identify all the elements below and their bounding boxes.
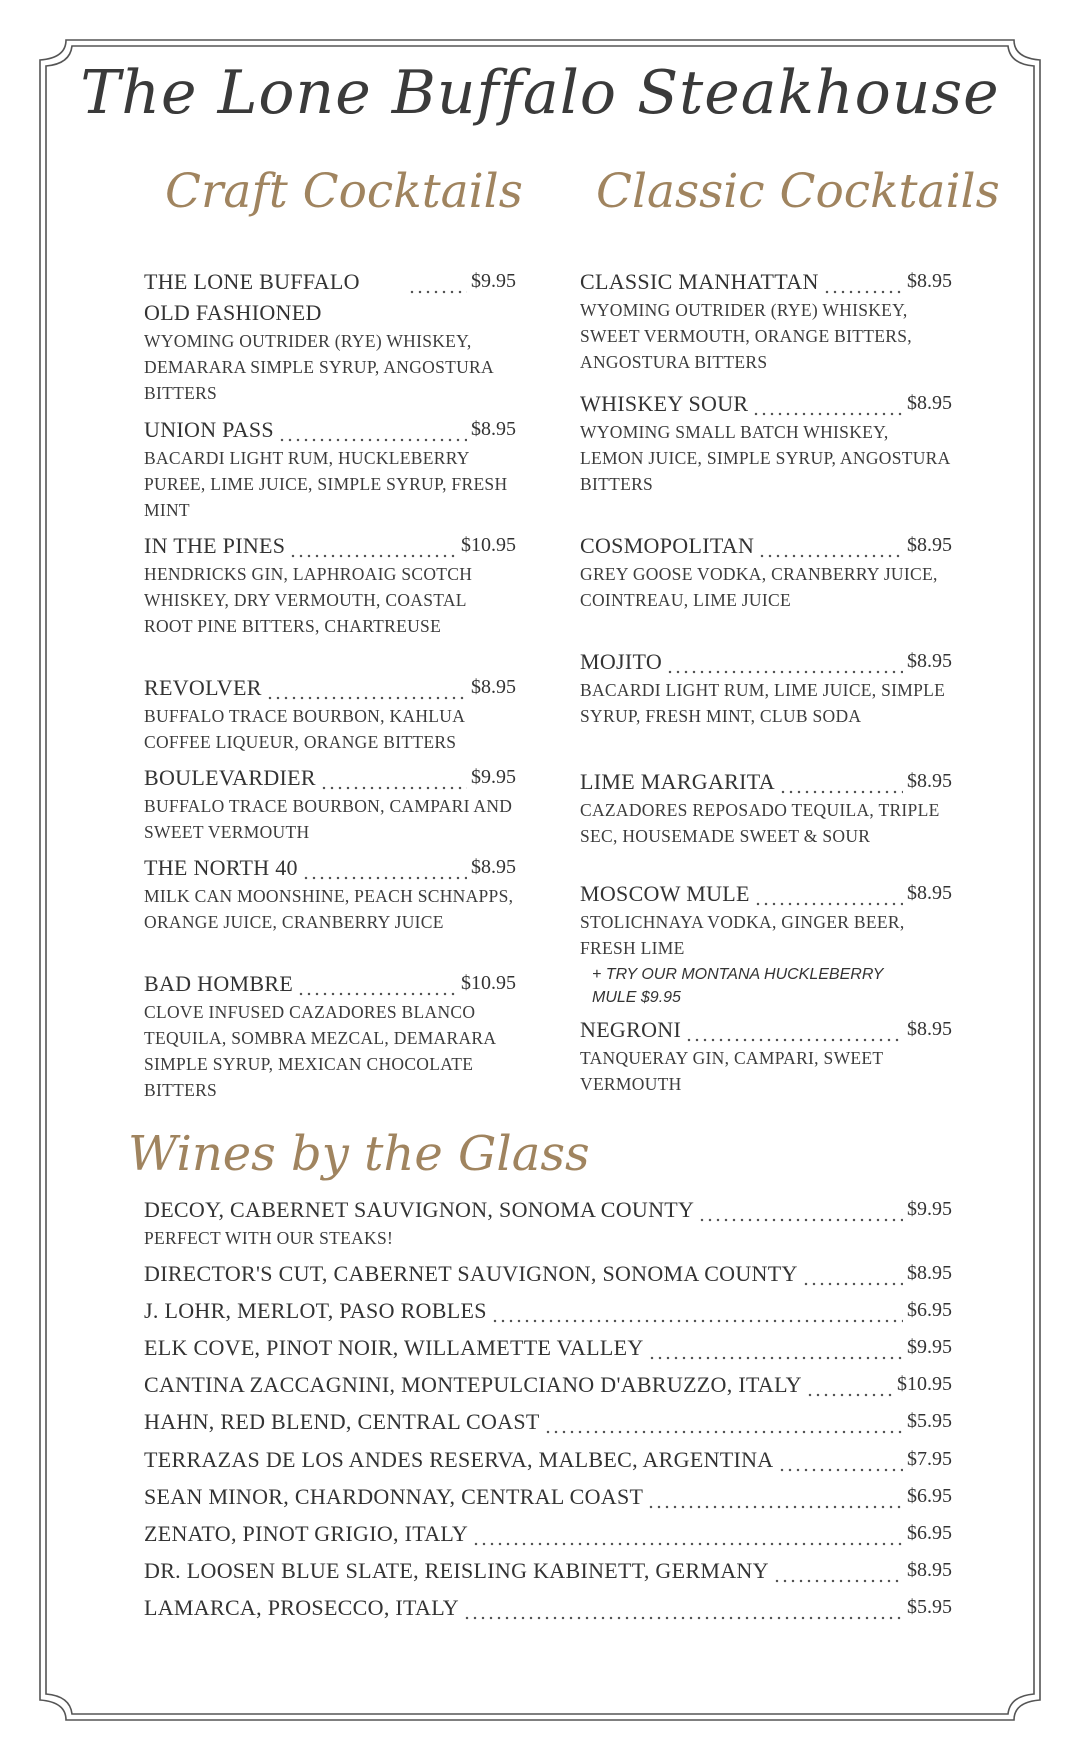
classic-cocktails-heading: Classic Cocktails [596, 164, 1000, 219]
list-item [580, 530, 952, 613]
item-name: NEGRONI [580, 1017, 682, 1042]
item-price: $9.95 [471, 766, 516, 788]
dot-leader [802, 1266, 903, 1286]
list-item [144, 1295, 952, 1326]
item-name: LIME MARGARITA [580, 769, 775, 794]
item-price: $5.95 [907, 1596, 952, 1618]
list-item [580, 766, 952, 849]
list-item [580, 646, 952, 729]
list-item [144, 762, 516, 845]
item-price: $8.95 [907, 882, 952, 904]
dot-leader [472, 1526, 903, 1546]
dot-leader [806, 1377, 893, 1397]
item-name: DIRECTOR'S CUT, CABERNET SAUVIGNON, SONOMA COUNTY [144, 1261, 798, 1286]
dot-leader [698, 1202, 903, 1222]
item-name: IN THE PINES [144, 533, 286, 558]
item-description: WYOMING OUTRIDER (RYE) WHISKEY, DEMARARA SIMPLE SYRUP, ANGOSTURA BITTERS [144, 331, 493, 403]
item-name: REVOLVER [144, 675, 262, 700]
item-price: $8.95 [907, 650, 952, 672]
list-item [144, 1258, 952, 1289]
item-name: CLASSIC MANHATTAN [580, 269, 819, 294]
dot-leader [758, 538, 903, 558]
item-description: BACARDI LIGHT RUM, HUCKLEBERRY PUREE, LIME JUICE, SIMPLE SYRUP, FRESH MINT [144, 448, 508, 520]
list-item [144, 414, 516, 523]
dot-leader [544, 1414, 903, 1434]
item-price: $8.95 [471, 676, 516, 698]
dot-leader [666, 654, 903, 674]
list-item [144, 1406, 952, 1437]
item-price: $10.95 [461, 972, 516, 994]
item-price: $9.95 [907, 1198, 952, 1220]
dot-leader [779, 774, 903, 794]
list-item [144, 672, 516, 755]
item-name: DR. LOOSEN BLUE SLATE, REISLING KABINETT, GERMANY [144, 1558, 769, 1583]
item-description: HENDRICKS GIN, LAPHROAIG SCOTCH WHISKEY, DRY VERMOUTH, COASTAL ROOT PINE BITTERS, CHARTREUSE [144, 564, 473, 636]
list-item [580, 878, 952, 1009]
dot-leader [823, 274, 903, 294]
list-item [144, 1592, 952, 1623]
item-name: THE NORTH 40 [144, 855, 298, 880]
item-price: $8.95 [907, 1559, 952, 1581]
item-price: $9.95 [471, 270, 516, 292]
item-name: HAHN, RED BLEND, CENTRAL COAST [144, 1409, 540, 1434]
item-description: GREY GOOSE VODKA, CRANBERRY JUICE, COINTREAU, LIME JUICE [580, 564, 938, 610]
item-price: $8.95 [907, 770, 952, 792]
item-description: CLOVE INFUSED CAZADORES BLANCO TEQUILA, SOMBRA MEZCAL, DEMARARA SIMPLE SYRUP, MEXICAN CHOCOLATE BITTERS [144, 1002, 496, 1100]
dot-leader [685, 1022, 903, 1042]
item-price: $8.95 [471, 856, 516, 878]
list-item [144, 1444, 952, 1475]
item-name: LAMARCA, PROSECCO, ITALY [144, 1595, 459, 1620]
item-description: MILK CAN MOONSHINE, PEACH SCHNAPPS, ORANGE JUICE, CRANBERRY JUICE [144, 886, 514, 932]
item-price: $8.95 [907, 392, 952, 414]
item-price: $8.95 [907, 534, 952, 556]
item-description: TANQUERAY GIN, CAMPARI, SWEET VERMOUTH [580, 1048, 884, 1094]
craft-cocktails-heading: Craft Cocktails [165, 164, 523, 219]
item-price: $8.95 [907, 270, 952, 292]
item-description: CAZADORES REPOSADO TEQUILA, TRIPLE SEC, HOUSEMADE SWEET & SOUR [580, 800, 940, 846]
item-description: BUFFALO TRACE BOURBON, KAHLUA COFFEE LIQUEUR, ORANGE BITTERS [144, 706, 465, 752]
item-price: $7.95 [907, 1448, 952, 1470]
item-price: $6.95 [907, 1485, 952, 1507]
item-name: MOSCOW MULE [580, 881, 750, 906]
item-price: $10.95 [897, 1373, 952, 1395]
item-name: ZENATO, PINOT GRIGIO, ITALY [144, 1521, 469, 1546]
list-item [144, 1481, 952, 1512]
item-description: WYOMING SMALL BATCH WHISKEY, LEMON JUICE, SIMPLE SYRUP, ANGOSTURA BITTERS [580, 422, 950, 494]
dot-leader [754, 886, 903, 906]
dot-leader [648, 1340, 903, 1360]
list-item [144, 1518, 952, 1549]
list-item [580, 266, 952, 375]
item-price: $10.95 [461, 534, 516, 556]
list-item [144, 266, 516, 406]
item-name: SEAN MINOR, CHARDONNAY, CENTRAL COAST [144, 1484, 644, 1509]
item-name: COSMOPOLITAN [580, 533, 755, 558]
dot-leader [752, 396, 903, 416]
list-item [144, 968, 516, 1103]
dot-leader [778, 1452, 904, 1472]
dot-leader [297, 976, 457, 996]
item-description: STOLICHNAYA VODKA, GINGER BEER, FRESH LIME [580, 912, 905, 958]
item-name: DECOY, CABERNET SAUVIGNON, SONOMA COUNTY [144, 1197, 695, 1222]
item-name: BAD HOMBRE [144, 971, 294, 996]
item-name: J. LOHR, MERLOT, PASO ROBLES [144, 1298, 487, 1323]
item-price: $8.95 [471, 418, 516, 440]
dot-leader [266, 680, 467, 700]
list-item [580, 388, 952, 497]
item-price: $6.95 [907, 1299, 952, 1321]
item-price: $6.95 [907, 1522, 952, 1544]
item-description: BUFFALO TRACE BOURBON, CAMPARI AND SWEET VERMOUTH [144, 796, 513, 842]
item-description: WYOMING OUTRIDER (RYE) WHISKEY, SWEET VERMOUTH, ORANGE BITTERS, ANGOSTURA BITTERS [580, 300, 912, 372]
dot-leader [408, 274, 467, 294]
dot-leader [647, 1489, 903, 1509]
dot-leader [302, 860, 467, 880]
list-item [144, 1555, 952, 1586]
item-name: TERRAZAS DE LOS ANDES RESERVA, MALBEC, ARGENTINA [144, 1447, 774, 1472]
item-name: CANTINA ZACCAGNINI, MONTEPULCIANO D'ABRUZZO, ITALY [144, 1372, 802, 1397]
item-price: $9.95 [907, 1336, 952, 1358]
wines-heading: Wines by the Glass [128, 1126, 590, 1182]
list-item [144, 1369, 952, 1400]
restaurant-title: The Lone Buffalo Steakhouse [80, 58, 1000, 128]
list-item [144, 1332, 952, 1363]
item-name: ELK COVE, PINOT NOIR, WILLAMETTE VALLEY [144, 1335, 644, 1360]
item-price: $8.95 [907, 1018, 952, 1040]
item-name: WHISKEY SOUR [580, 391, 749, 416]
list-item [580, 1014, 952, 1097]
dot-leader [463, 1600, 903, 1620]
item-description: PERFECT WITH OUR STEAKS! [144, 1228, 394, 1248]
dot-leader [773, 1563, 903, 1583]
list-item [144, 852, 516, 935]
item-name: THE LONE BUFFALO OLD FASHIONED [144, 269, 360, 325]
list-item [144, 1194, 952, 1251]
item-name: UNION PASS [144, 417, 274, 442]
item-note: + TRY OUR MONTANA HUCKLEBERRY MULE $9.95 [592, 966, 884, 1006]
dot-leader [491, 1303, 903, 1323]
item-description: BACARDI LIGHT RUM, LIME JUICE, SIMPLE SYRUP, FRESH MINT, CLUB SODA [580, 680, 946, 726]
dot-leader [289, 538, 457, 558]
dot-leader [320, 770, 467, 790]
item-name: BOULEVARDIER [144, 765, 316, 790]
item-price: $8.95 [907, 1262, 952, 1284]
item-price: $5.95 [907, 1410, 952, 1432]
list-item [144, 530, 516, 639]
item-name: MOJITO [580, 649, 663, 674]
dot-leader [278, 422, 467, 442]
